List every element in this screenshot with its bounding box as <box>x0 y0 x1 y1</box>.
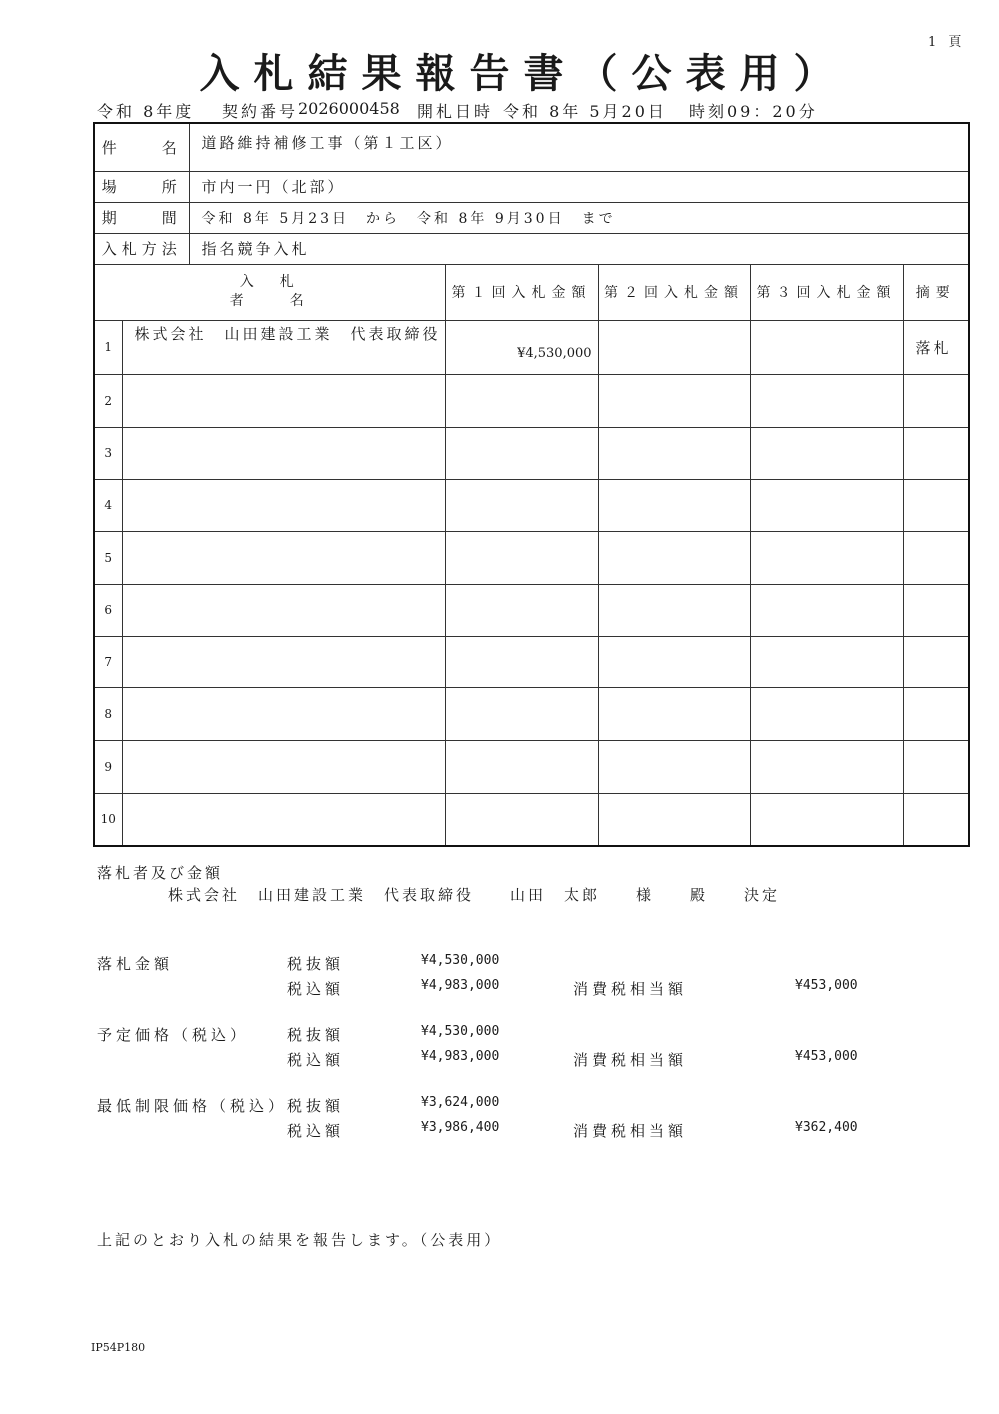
tax-amount: ¥362,400 <box>795 1120 858 1135</box>
winner-text: 株式会社 山田建設工業 代表取締役 山田 太郎 様 殿 決定 <box>168 886 781 904</box>
bid-row <box>94 427 969 479</box>
note-cell <box>903 687 969 740</box>
round2-amount <box>598 320 750 374</box>
bidder-name <box>122 793 445 846</box>
round3-amount <box>750 479 903 531</box>
round2-amount <box>598 793 750 846</box>
bid-result-table <box>93 122 970 847</box>
bidder-header-line2: 者 名 <box>229 293 310 309</box>
note-cell <box>903 636 969 687</box>
tax-label: 消費税相当額 <box>573 980 688 998</box>
row-number: 7 <box>94 636 122 687</box>
tax-label: 消費税相当額 <box>573 1122 688 1140</box>
bid-row <box>94 636 969 687</box>
round3-header: 第３回入札金額 <box>750 264 903 320</box>
round2-amount <box>598 374 750 427</box>
note-cell: 落札 <box>903 320 969 374</box>
bidder-name <box>122 531 445 584</box>
round2-amount <box>598 687 750 740</box>
incl-tax-label: 税込額 <box>287 980 345 998</box>
contract-number-label: 契約番号 <box>222 102 299 121</box>
round1-amount: ¥4,530,000 <box>445 320 598 374</box>
row-number: 6 <box>94 584 122 636</box>
round3-amount <box>750 584 903 636</box>
round3-amount <box>750 636 903 687</box>
bidder-name <box>122 636 445 687</box>
bid-row <box>94 479 969 531</box>
round2-amount <box>598 636 750 687</box>
bidder-header <box>94 264 445 320</box>
excl-tax-label: 税抜額 <box>287 955 345 973</box>
round1-amount <box>445 479 598 531</box>
round3-amount <box>750 531 903 584</box>
round3-amount <box>750 374 903 427</box>
bidder-name <box>122 427 445 479</box>
bid-row <box>94 584 969 636</box>
price-group-label: 予定価格（税込） <box>97 1026 250 1044</box>
bid-row <box>94 531 969 584</box>
row-number: 5 <box>94 531 122 584</box>
bid-opening-date: 令和 8年 5月20日 <box>503 102 667 121</box>
note-cell <box>903 479 969 531</box>
method-label: 入札方法 <box>94 233 189 264</box>
tax-label: 消費税相当額 <box>573 1051 688 1069</box>
row-number: 4 <box>94 479 122 531</box>
tax-amount: ¥453,000 <box>795 1049 858 1064</box>
price-group-label: 落札金額 <box>97 955 174 973</box>
bid-row <box>94 687 969 740</box>
bid-row <box>94 740 969 793</box>
round1-amount <box>445 740 598 793</box>
row-place <box>94 171 969 202</box>
winner-label: 落札者及び金額 <box>97 864 224 882</box>
round2-amount <box>598 740 750 793</box>
note-header: 摘要 <box>903 264 969 320</box>
bidder-name <box>122 584 445 636</box>
bid-row <box>94 793 969 846</box>
bid-row <box>94 320 969 374</box>
bidder-name <box>122 374 445 427</box>
excl-tax-label: 税抜額 <box>287 1026 345 1044</box>
excl-tax-amount: ¥3,624,000 <box>421 1095 500 1110</box>
round3-amount <box>750 427 903 479</box>
bid-row <box>94 374 969 427</box>
note-cell <box>903 584 969 636</box>
incl-tax-label: 税込額 <box>287 1122 345 1140</box>
excl-tax-amount: ¥4,530,000 <box>421 953 500 968</box>
round1-header: 第１回入札金額 <box>445 264 598 320</box>
round1-amount <box>445 374 598 427</box>
round3-amount <box>750 740 903 793</box>
round3-amount <box>750 687 903 740</box>
row-name <box>94 123 969 171</box>
incl-tax-amount: ¥4,983,000 <box>421 1049 500 1064</box>
footer-note: 上記のとおり入札の結果を報告します。（公表用） <box>97 1231 503 1249</box>
tax-amount: ¥453,000 <box>795 978 858 993</box>
form-code: IP54P180 <box>91 1341 146 1354</box>
bidder-name <box>122 687 445 740</box>
bid-opening-label: 開札日時 <box>417 102 494 121</box>
incl-tax-label: 税込額 <box>287 1051 345 1069</box>
bid-header-row <box>94 264 969 320</box>
incl-tax-amount: ¥4,983,000 <box>421 978 500 993</box>
document-title: 入札結果報告書（公表用） <box>199 50 848 97</box>
row-number: 10 <box>94 793 122 846</box>
row-number: 2 <box>94 374 122 427</box>
period-label: 期 間 <box>94 202 189 233</box>
round3-amount <box>750 793 903 846</box>
incl-tax-amount: ¥3,986,400 <box>421 1120 500 1135</box>
row-method <box>94 233 969 264</box>
excl-tax-amount: ¥4,530,000 <box>421 1024 500 1039</box>
round2-amount <box>598 427 750 479</box>
name-label: 件 名 <box>94 123 189 171</box>
note-cell <box>903 531 969 584</box>
round2-amount <box>598 479 750 531</box>
place-value: 市内一円（北部） <box>189 171 969 202</box>
period-value: 令和 8年 5月23日 から 令和 8年 9月30日 まで <box>189 202 969 233</box>
contract-number: 2026000458 <box>298 99 400 118</box>
round2-header: 第２回入札金額 <box>598 264 750 320</box>
round2-amount <box>598 584 750 636</box>
bidder-name: 株式会社 山田建設工業 代表取締役 <box>122 320 445 374</box>
round1-amount <box>445 687 598 740</box>
row-number: 1 <box>94 320 122 374</box>
row-number: 8 <box>94 687 122 740</box>
price-group-label: 最低制限価格（税込） <box>97 1097 288 1115</box>
row-number: 3 <box>94 427 122 479</box>
round1-amount <box>445 636 598 687</box>
page-number: 1 頁 <box>928 35 966 50</box>
round1-amount <box>445 531 598 584</box>
round3-amount <box>750 320 903 374</box>
row-period <box>94 202 969 233</box>
bidder-name <box>122 479 445 531</box>
place-label: 場 所 <box>94 171 189 202</box>
fiscal-year: 令和 8年度 <box>97 102 195 121</box>
note-cell <box>903 374 969 427</box>
bidder-header-line1: 入 札 <box>239 274 300 290</box>
round2-amount <box>598 531 750 584</box>
note-cell <box>903 427 969 479</box>
name-value: 道路維持補修工事（第１工区） <box>189 123 969 171</box>
round1-amount <box>445 793 598 846</box>
bidder-name <box>122 740 445 793</box>
bid-opening-time: 時刻09：20分 <box>689 102 818 121</box>
excl-tax-label: 税抜額 <box>287 1097 345 1115</box>
note-cell <box>903 740 969 793</box>
round1-amount <box>445 584 598 636</box>
row-number: 9 <box>94 740 122 793</box>
note-cell <box>903 793 969 846</box>
round1-amount <box>445 427 598 479</box>
method-value: 指名競争入札 <box>189 233 969 264</box>
